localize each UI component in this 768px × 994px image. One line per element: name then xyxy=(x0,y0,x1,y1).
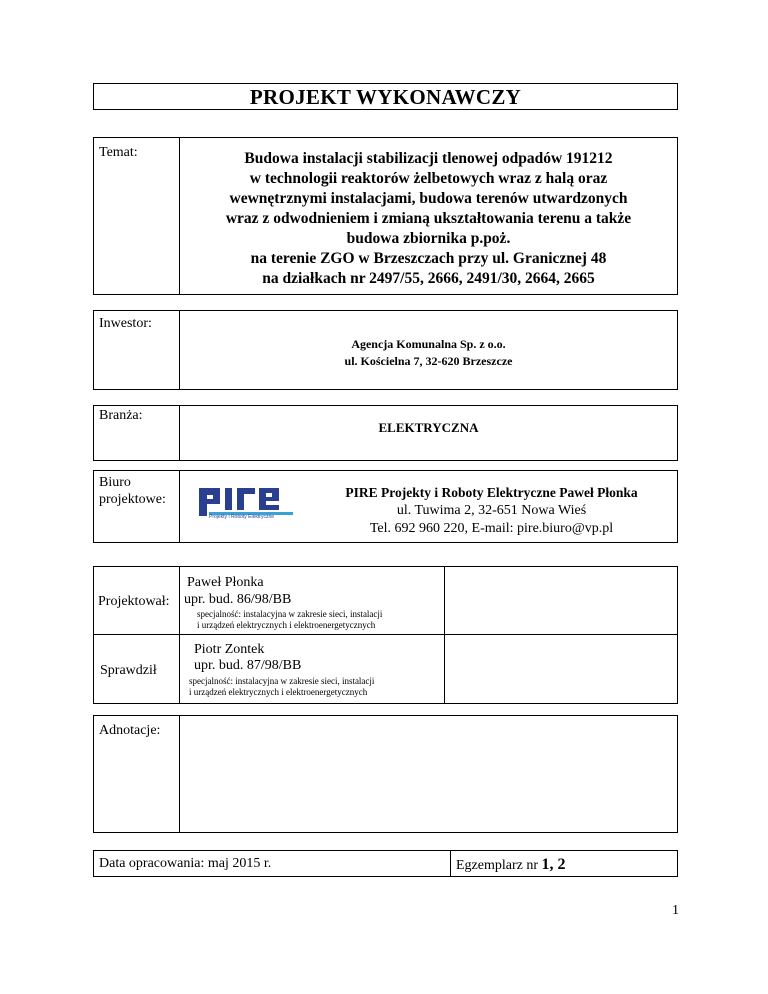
biuro-details xyxy=(310,484,673,538)
biuro-label xyxy=(99,474,166,508)
projektowal-label-cell xyxy=(93,566,180,635)
pire-logo-subtext: Projekty i Roboty Elektryczne xyxy=(209,514,275,520)
temat-text xyxy=(180,149,677,289)
egzemplarz-cell xyxy=(450,850,678,877)
temat-label: Temat: xyxy=(99,145,138,160)
data-opracowania-cell xyxy=(93,850,451,877)
sprawdzil-name: Piotr Zontek xyxy=(194,642,265,657)
spec-line: specjalność: instalacyjna w zakresie sieci, instalacji xyxy=(189,676,375,686)
sprawdzil-spec xyxy=(189,676,374,698)
inwestor-address: ul. Kościelna 7, 32-620 Brzeszcze xyxy=(344,354,513,368)
temat-line: Budowa instalacji stabilizacji tlenowej odpadów 191212 xyxy=(244,150,613,167)
branza-value-cell xyxy=(179,405,678,461)
adnotacje-label-cell xyxy=(93,715,180,833)
biuro-contact: Tel. 692 960 220, E-mail: pire.biuro@vp.pl xyxy=(369,521,614,536)
projektowal-signature-cell xyxy=(444,566,678,635)
temat-line: na działkach nr 2497/55, 2666, 2491/30, 2664, 2665 xyxy=(262,270,595,287)
sprawdzil-label: Sprawdził xyxy=(100,663,157,678)
temat-line: na terenie ZGO w Brzeszczach przy ul. Granicznej 48 xyxy=(250,250,607,267)
temat-line: wraz z odwodnieniem i zmianą ukształtowania terenu a także xyxy=(225,210,632,227)
inwestor-name: Agencja Komunalna Sp. z o.o. xyxy=(351,337,506,351)
temat-line: wewnętrznymi instalacjami, budowa terenów utwardzonych xyxy=(229,190,628,207)
sprawdzil-label-cell xyxy=(93,634,180,704)
sprawdzil-signature-cell xyxy=(444,634,678,704)
sprawdzil-value-cell xyxy=(179,634,445,704)
title-box xyxy=(93,83,678,110)
projektowal-spec xyxy=(197,609,382,631)
biuro-label-cell xyxy=(93,470,180,543)
temat-line: w technologii reaktorów żelbetowych wraz z halą oraz xyxy=(249,170,608,187)
egzemplarz-label: Egzemplarz nr xyxy=(456,858,539,873)
temat-label-cell xyxy=(93,137,180,295)
spec-line: specjalność: instalacyjna w zakresie sieci, instalacji xyxy=(197,609,383,619)
adnotacje-label: Adnotacje: xyxy=(99,723,161,738)
egzemplarz xyxy=(456,856,566,874)
biuro-name: PIRE Projekty i Roboty Elektryczne Paweł Płonka xyxy=(345,485,638,500)
inwestor-text xyxy=(180,336,677,370)
biuro-label-line: projektowe: xyxy=(99,492,166,507)
sprawdzil-upr: upr. bud. 87/98/BB xyxy=(194,658,302,673)
adnotacje-value-cell xyxy=(179,715,678,833)
biuro-label-line: Biuro xyxy=(99,475,131,490)
branza-label-cell xyxy=(93,405,180,461)
projektowal-upr: upr. bud. 86/98/BB xyxy=(184,592,292,607)
egzemplarz-value: 1, 2 xyxy=(541,856,566,873)
branza-value: ELEKTRYCZNA xyxy=(378,420,479,435)
temat-line: budowa zbiornika p.poż. xyxy=(346,230,511,247)
temat-value-cell xyxy=(179,137,678,295)
branza-label: Branża: xyxy=(99,408,143,423)
inwestor-label-cell xyxy=(93,310,180,390)
pire-logo xyxy=(199,484,299,524)
inwestor-value-cell xyxy=(179,310,678,390)
biuro-value-cell xyxy=(179,470,678,543)
biuro-address: ul. Tuwima 2, 32-651 Nowa Wieś xyxy=(396,503,587,518)
spec-line: i urządzeń elektrycznych i elektroenergetycznych xyxy=(197,620,376,630)
inwestor-label: Inwestor: xyxy=(99,316,152,331)
projektowal-name: Paweł Płonka xyxy=(187,575,264,590)
projektowal-value-cell xyxy=(179,566,445,635)
projektowal-label: Projektował: xyxy=(98,594,170,609)
data-opracowania: Data opracowania: maj 2015 r. xyxy=(99,856,272,871)
spec-line: i urządzeń elektrycznych i elektroenergetycznych xyxy=(189,687,368,697)
document-title: PROJEKT WYKONAWCZY xyxy=(249,85,522,109)
page-number: 1 xyxy=(672,903,679,918)
